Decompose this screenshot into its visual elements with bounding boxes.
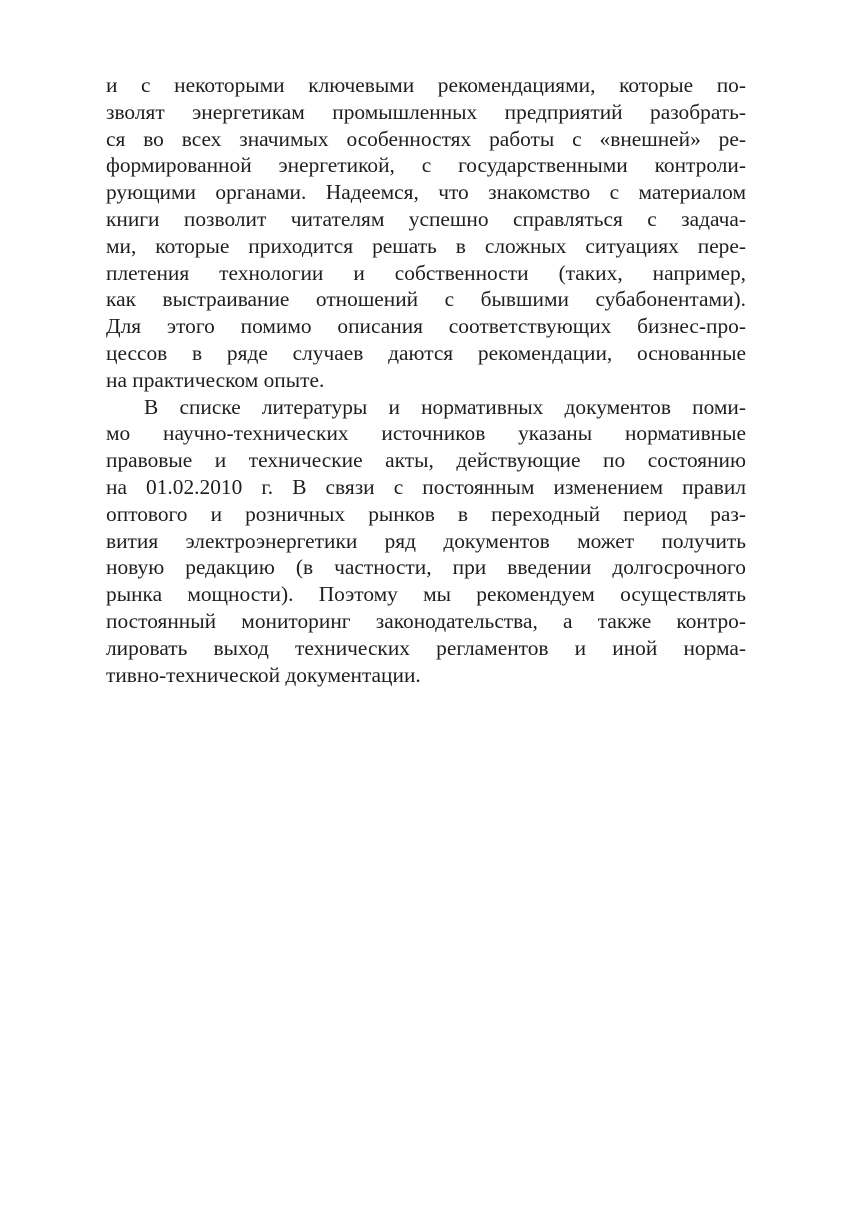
text-line: лировать выход технических регламентов и иной норма- — [106, 635, 746, 660]
text-line: Для этого помимо описания соответствующих бизнес-про- — [106, 314, 746, 339]
text-line: как выстраивание отношений с бывшими субабонентами). — [106, 287, 746, 312]
text-line: и с некоторыми ключевыми рекомендациями, которые по- — [106, 73, 746, 97]
text-line: тивно-технической документации. — [106, 662, 421, 687]
body-text — [106, 72, 746, 688]
text-line: оптового и розничных рынков в переходный период раз- — [106, 501, 746, 526]
text-line: новую редакцию (в частности, при введении долгосрочного — [106, 555, 746, 580]
text-line: на 01.02.2010 г. В связи с постоянным изменением правил — [106, 474, 746, 499]
text-line: В списке литературы и нормативных документов поми- — [144, 394, 746, 419]
text-line: мо научно-технических источников указаны нормативные — [106, 421, 746, 446]
paragraph-2 — [106, 394, 746, 689]
text-line: вития электроэнергетики ряд документов может получить — [106, 528, 746, 553]
text-line: рующими органами. Надеемся, что знакомство с материалом — [106, 180, 746, 205]
text-line: плетения технологии и собственности (таких, например, — [106, 260, 746, 285]
text-line: цессов в ряде случаев даются рекомендации, основанные — [106, 340, 746, 365]
text-line: рынка мощности). Поэтому мы рекомендуем осуществлять — [106, 582, 746, 607]
text-line: правовые и технические акты, действующие по состоянию — [106, 448, 746, 473]
text-line: на практическом опыте. — [106, 367, 325, 392]
text-line: ся во всех значимых особенностях работы с «внешней» ре- — [106, 126, 746, 151]
paragraph-1 — [106, 72, 746, 394]
text-line: книги позволит читателям успешно справляться с задача- — [106, 206, 746, 231]
text-line: ми, которые приходится решать в сложных ситуациях пере- — [106, 233, 746, 258]
text-line: зволят энергетикам промышленных предприятий разобрать- — [106, 99, 746, 124]
text-line: формированной энергетикой, с государственными контроли- — [106, 153, 746, 178]
text-line: постоянный мониторинг законодательства, а также контро- — [106, 608, 746, 633]
